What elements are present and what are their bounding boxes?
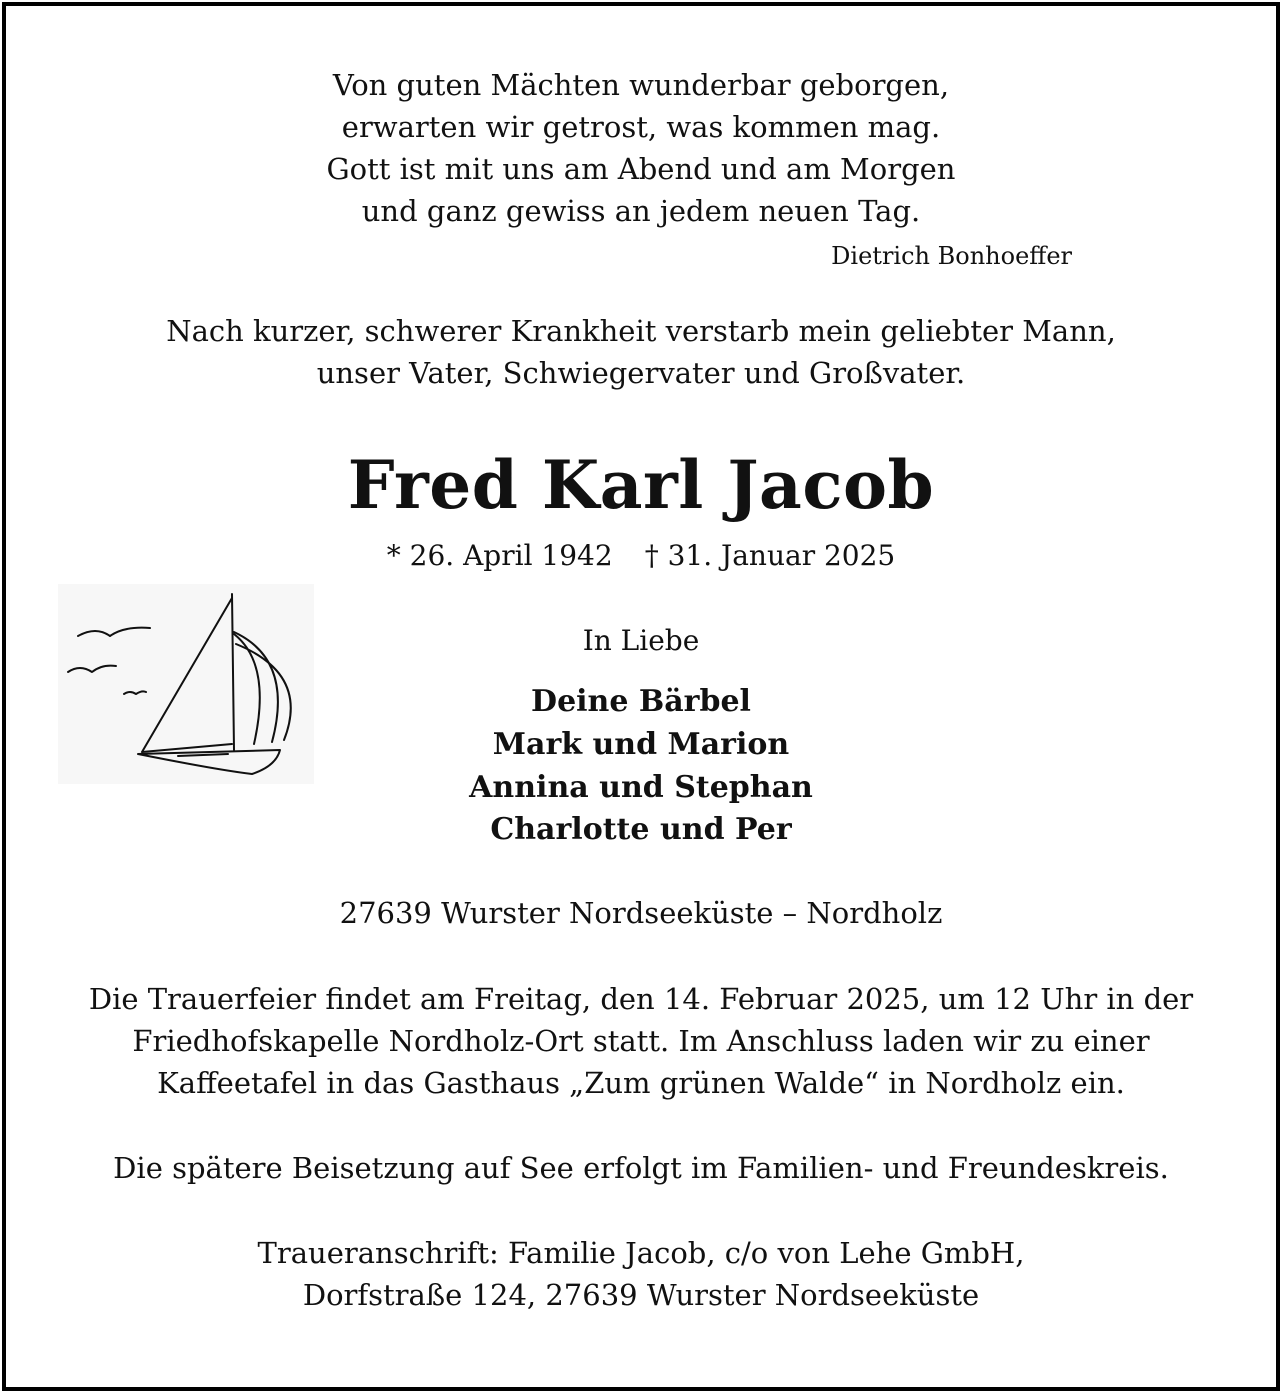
- poem-line: und ganz gewiss an jedem neuen Tag.: [361, 194, 921, 228]
- family-member: Charlotte und Per: [490, 812, 792, 847]
- ceremony-line: Die Trauerfeier findet am Freitag, den 14. Februar 2025, um 12 Uhr in der: [88, 982, 1194, 1016]
- poem-author: Dietrich Bonhoeffer: [831, 242, 1072, 270]
- death-date: † 31. Januar 2025: [644, 539, 896, 572]
- address-line: Traueranschrift: Familie Jacob, c/o von Lehe GmbH,: [257, 1236, 1025, 1270]
- life-dates: [6, 539, 1276, 572]
- family-member: Mark und Marion: [492, 727, 790, 762]
- intro-line: unser Vater, Schwiegervater und Großvater.: [316, 356, 966, 390]
- intro-line: Nach kurzer, schwerer Krankheit verstarb mein geliebter Mann,: [166, 314, 1116, 348]
- poem-line: Von guten Mächten wunderbar geborgen,: [332, 68, 950, 102]
- poem-line: Gott ist mit uns am Abend und am Morgen: [326, 152, 956, 186]
- ceremony-line: Friedhofskapelle Nordholz-Ort statt. Im Anschluss laden wir zu einer: [132, 1024, 1150, 1058]
- poem-line: erwarten wir getrost, was kommen mag.: [341, 110, 941, 144]
- deceased-name: Fred Karl Jacob: [347, 446, 935, 524]
- ceremony-line: Kaffeetafel in das Gasthaus „Zum grünen Walde“ in Nordholz ein.: [157, 1066, 1125, 1100]
- family-member: Deine Bärbel: [531, 684, 751, 719]
- family-member: Annina und Stephan: [469, 770, 813, 805]
- obituary-frame: [2, 2, 1280, 1391]
- location: 27639 Wurster Nordseeküste – Nordholz: [339, 896, 943, 930]
- in-love-text: In Liebe: [582, 624, 700, 657]
- address-line: Dorfstraße 124, 27639 Wurster Nordseeküste: [302, 1278, 980, 1312]
- burial-note: Die spätere Beisetzung auf See erfolgt im Familien- und Freundeskreis.: [113, 1151, 1169, 1185]
- birth-date: * 26. April 1942: [386, 539, 613, 572]
